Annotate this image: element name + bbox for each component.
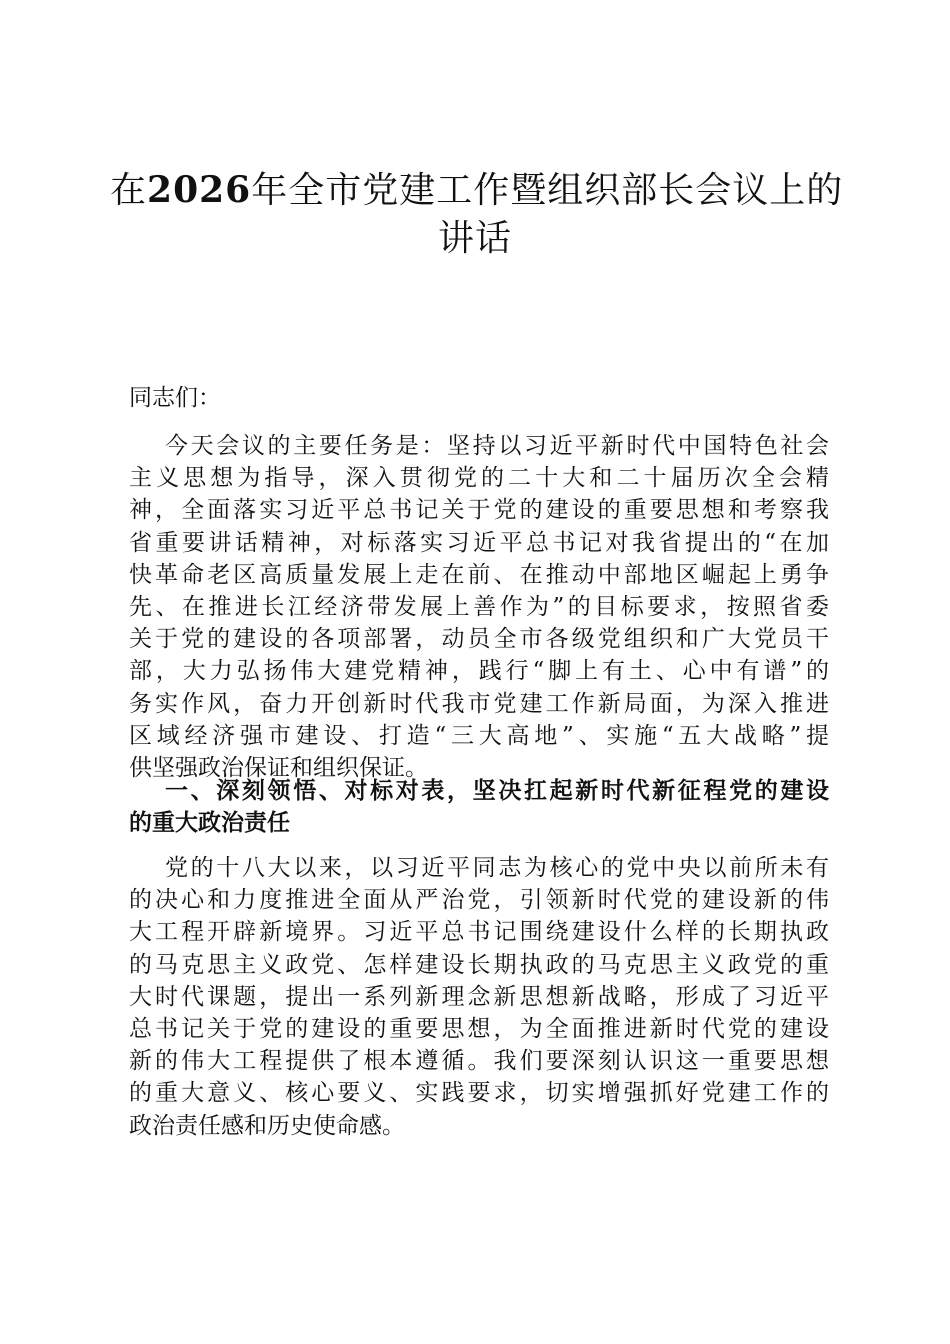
title-prefix: 在 [110, 170, 148, 211]
paragraph-line: 大时代课题，提出一系列新理念新思想新战略，形成了习近平 [129, 983, 829, 1010]
paragraph-line: 务实作风，奋力开创新时代我市党建工作新局面，为深入推进 [129, 690, 829, 717]
salutation: 同志们： [129, 385, 221, 411]
paragraph-line: 的重大意义、核心要义、实践要求，切实增强抓好党建工作的 [129, 1080, 829, 1107]
section-heading-1 [129, 775, 829, 839]
paragraph-line: 神，全面落实习近平总书记关于党的建设的重要思想和考察我 [129, 497, 829, 524]
paragraph-line: 区域经济强市建设、打造“三大高地”、实施“五大战略”提 [129, 722, 829, 749]
paragraph-section-1 [129, 852, 829, 1142]
title-suffix: 年全市党建工作暨组织部长会议上的 [251, 170, 844, 211]
paragraph-line: 主义思想为指导，深入贯彻党的二十大和二十届历次全会精 [129, 465, 829, 492]
paragraph-line: 政治责任感和历史使命感。 [129, 1112, 405, 1139]
paragraph-line: 的马克思主义政党、怎样建设长期执政的马克思主义政党的重 [129, 951, 829, 978]
paragraph-line: 总书记关于党的建设的重要思想，为全面推进新时代党的建设 [129, 1016, 829, 1043]
paragraph-line: 先、在推进长江经济带发展上善作为”的目标要求，按照省委 [129, 594, 829, 621]
paragraph-line: 省重要讲话精神，对标落实习近平总书记对我省提出的“在加 [129, 529, 829, 556]
paragraph-line: 供坚强政治保证和组织保证。 [129, 755, 428, 782]
paragraph-line: 部，大力弘扬伟大建党精神，践行“脚上有土、心中有谱”的 [129, 658, 829, 685]
paragraph-line: 的决心和力度推进全面从严治党，引领新时代党的建设新的伟 [129, 887, 829, 914]
title-line-2: 讲话 [437, 218, 512, 259]
paragraph-line: 快革命老区高质量发展上走在前、在推动中部地区崛起上勇争 [129, 561, 829, 588]
paragraph-line: 党的十八大以来，以习近平同志为核心的党中央以前所未有 [165, 855, 829, 881]
paragraph-line: 今天会议的主要任务是：坚持以习近平新时代中国特色社会 [165, 433, 829, 459]
paragraph-line: 关于党的建设的各项部署，动员全市各级党组织和广大党员干 [129, 626, 829, 653]
paragraph-intro [129, 430, 829, 784]
heading-line: 的重大政治责任 [129, 809, 290, 837]
paragraph-line: 新的伟大工程提供了根本遵循。我们要深刻认识这一重要思想 [129, 1048, 829, 1075]
heading-line: 一、深刻领悟、对标对表，坚决扛起新时代新征程党的建设 [165, 777, 829, 804]
title-line-1 [110, 166, 844, 215]
document-title [110, 166, 844, 263]
title-year: 2026 [147, 169, 252, 211]
paragraph-line: 大工程开辟新境界。习近平总书记围绕建设什么样的长期执政 [129, 919, 829, 946]
